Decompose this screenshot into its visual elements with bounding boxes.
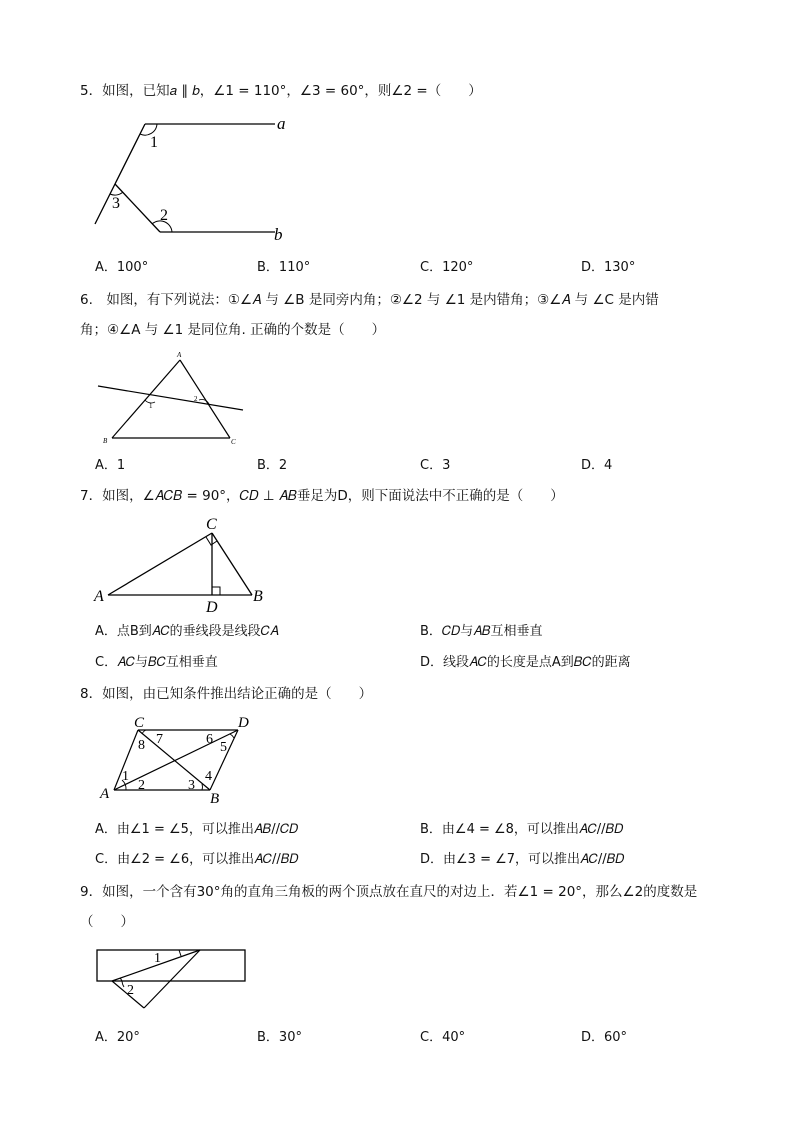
q5-stem: 5．如图，已知𝑎 ∥ 𝑏，∠1 = 110°，∠3 = 60°，则∠2 =（ ） bbox=[80, 83, 482, 99]
q7-option-b[interactable]: B．𝐶𝐷与𝐴𝐵互相垂直 bbox=[420, 624, 543, 639]
q8-label-2: 2 bbox=[138, 778, 145, 793]
q8-label-5: 5 bbox=[220, 740, 227, 755]
q5-option-b[interactable]: B．110° bbox=[257, 260, 311, 275]
q5-figure bbox=[90, 112, 300, 242]
q7-label-B: B bbox=[253, 588, 263, 605]
q7-option-c[interactable]: C．𝐴𝐶与𝐵𝐶互相垂直 bbox=[95, 655, 218, 670]
q8-option-b[interactable]: B．由∠4 = ∠8，可以推出𝐴𝐶//𝐵𝐷 bbox=[420, 822, 624, 837]
q9-option-c[interactable]: C．40° bbox=[420, 1030, 466, 1045]
q5-label-2: 2 bbox=[160, 207, 168, 224]
q8-label-C: C bbox=[134, 715, 145, 731]
q5-label-1: 1 bbox=[150, 134, 158, 151]
q6-stem-line2: 角；④∠A 与 ∠1 是同位角. 正确的个数是（ ） bbox=[80, 322, 386, 338]
q9-option-a[interactable]: A．20° bbox=[95, 1030, 140, 1045]
q9-stem-line2: （ ） bbox=[80, 914, 134, 930]
q7-label-A: A bbox=[94, 588, 104, 605]
q8-label-3: 3 bbox=[188, 778, 195, 793]
q5-option-a[interactable]: A．100° bbox=[95, 260, 149, 275]
q6-option-b[interactable]: B．2 bbox=[257, 458, 288, 473]
q8-stem: 8．如图，由已知条件推出结论正确的是（ ） bbox=[80, 686, 373, 702]
q6-figure bbox=[95, 350, 250, 450]
q6-label-1: 1 bbox=[149, 402, 153, 410]
q7-stem: 7．如图，∠𝐴𝐶𝐵 = 90°，𝐶𝐷 ⊥ 𝐴𝐵垂足为D，则下面说法中不正确的是（ ） bbox=[80, 488, 564, 504]
q8-option-c[interactable]: C．由∠2 = ∠6，可以推出𝐴𝐶//𝐵𝐷 bbox=[95, 852, 299, 867]
q5-label-b: b bbox=[274, 225, 283, 244]
q8-label-A: A bbox=[100, 786, 110, 802]
q9-figure bbox=[94, 942, 249, 1017]
q7-option-d[interactable]: D．线段𝐴𝐶的长度是点A到𝐵𝐶的距离 bbox=[420, 655, 631, 670]
q5-option-d[interactable]: D．130° bbox=[581, 260, 636, 275]
q5-label-3: 3 bbox=[112, 195, 120, 212]
q8-label-B: B bbox=[210, 791, 220, 807]
q9-option-b[interactable]: B．30° bbox=[257, 1030, 302, 1045]
q6-option-a[interactable]: A．1 bbox=[95, 458, 126, 473]
q6-label-A: A bbox=[177, 351, 182, 359]
q9-option-d[interactable]: D．60° bbox=[581, 1030, 628, 1045]
q8-option-a[interactable]: A．由∠1 = ∠5，可以推出𝐴𝐵//𝐶𝐷 bbox=[95, 822, 299, 837]
q6-label-B: B bbox=[103, 437, 108, 445]
q9-label-1: 1 bbox=[154, 951, 161, 966]
q7-label-C: C bbox=[206, 516, 217, 533]
q6-option-c[interactable]: C．3 bbox=[420, 458, 451, 473]
q8-label-4: 4 bbox=[205, 769, 212, 784]
q6-stem-line1: 6. 如图，有下列说法：①∠𝐴 与 ∠B 是同旁内角；②∠2 与 ∠1 是内错角；③∠𝐴 与 ∠C 是内错 bbox=[80, 292, 659, 308]
q8-label-D: D bbox=[238, 715, 249, 731]
q8-label-6: 6 bbox=[206, 732, 213, 747]
q7-figure bbox=[92, 513, 272, 616]
q8-option-d[interactable]: D．由∠3 = ∠7，可以推出𝐴𝐶//𝐵𝐷 bbox=[420, 852, 625, 867]
q8-label-1: 1 bbox=[122, 769, 129, 784]
q5-option-c[interactable]: C．120° bbox=[420, 260, 474, 275]
q7-label-D: D bbox=[206, 599, 218, 616]
q6-option-d[interactable]: D．4 bbox=[581, 458, 613, 473]
q9-stem-line1: 9．如图，一个含有30°角的直角三角板的两个顶点放在直尺的对边上．若∠1 = 20°，那么∠2的度数是 bbox=[80, 884, 698, 900]
q8-label-7: 7 bbox=[156, 732, 163, 747]
q9-label-2: 2 bbox=[127, 983, 134, 998]
q5-label-a: a bbox=[277, 114, 286, 133]
q6-label-2: 2 bbox=[194, 395, 198, 403]
q7-option-a[interactable]: A．点B到𝐴𝐶的垂线段是线段𝐶𝐴 bbox=[95, 624, 279, 639]
q8-label-8: 8 bbox=[138, 738, 145, 753]
q8-figure bbox=[98, 712, 258, 807]
q6-label-C: C bbox=[231, 438, 236, 446]
